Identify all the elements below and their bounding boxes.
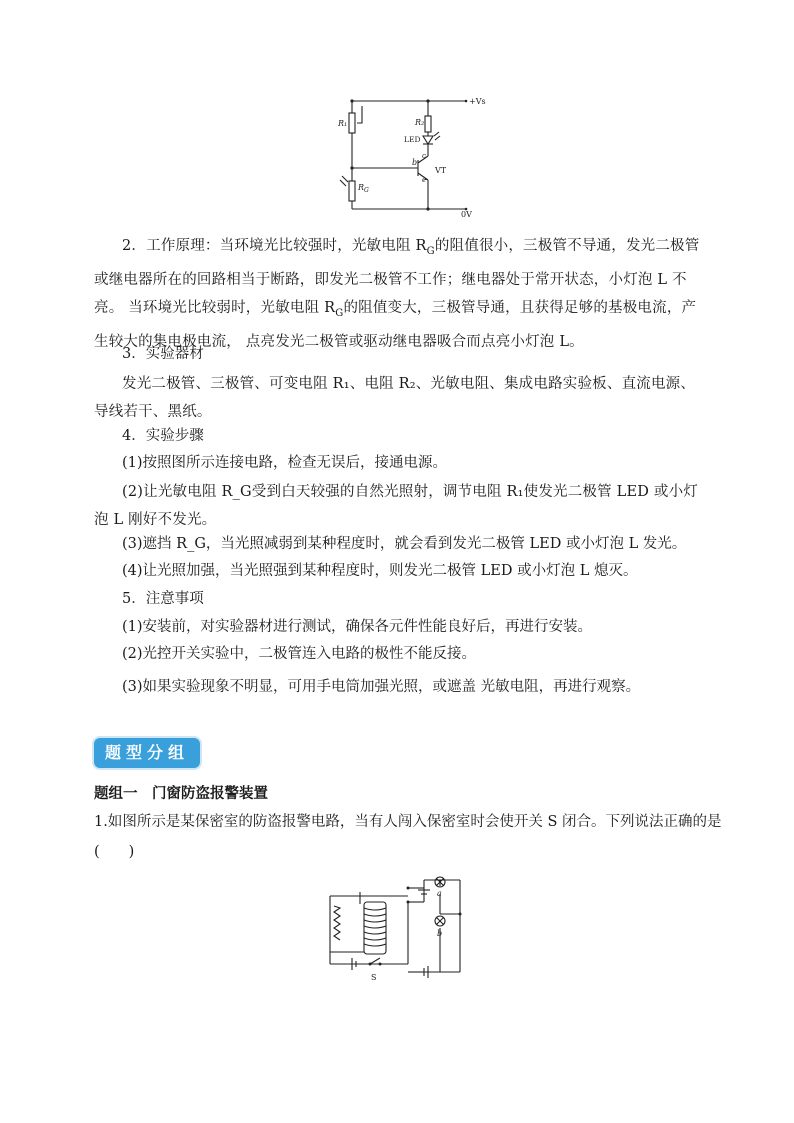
principle-subscript-1: G bbox=[426, 245, 435, 257]
r2-label: R₂ bbox=[415, 118, 425, 127]
principle-text-part2: 的阻值很小，三极管不导通，发光二极管或继电器所在的回路相当于断路，即发光二极管不工作；继电器处于常开状态，小灯泡 L 不亮。 当环境光比较弱时，光敏电阻 R bbox=[94, 238, 700, 316]
r1-label: R₁ bbox=[338, 119, 348, 128]
step-1: (1)按照图所示连接电路，检查无误后，接通电源。 bbox=[122, 455, 448, 471]
switch-s-label: S bbox=[371, 973, 377, 982]
b-label: b bbox=[412, 158, 418, 167]
led-label: LED bbox=[404, 135, 421, 144]
note-1: (1)安装前，对实验器材进行测试，确保各元件性能良好后，再进行安装。 bbox=[122, 619, 593, 635]
step-2 bbox=[94, 478, 706, 534]
working-principle-paragraph bbox=[94, 232, 706, 356]
principle-subscript-2: G bbox=[335, 307, 344, 319]
e-label: e bbox=[422, 176, 427, 184]
equipment-text: 发光二极管、三极管、可变电阻 R₁、电阻 R₂、光敏电阻、集成电路实验板、直流电源、导线若干、黑纸。 bbox=[94, 376, 696, 420]
alarm-circuit-diagram bbox=[324, 872, 464, 988]
lamp-b-label: b bbox=[437, 929, 443, 938]
group1-title: 题组一 门窗防盗报警装置 bbox=[94, 786, 268, 802]
ov-label: 0V bbox=[461, 210, 472, 219]
vs-label: +Vs bbox=[469, 97, 486, 106]
question-1-stem: 1.如图所示是某保密室的防盗报警电路，当有人闯入保密室时会使开关 S 闭合。下列说法正确的是 bbox=[94, 814, 722, 830]
question-1-answer-blank: ( ) bbox=[94, 844, 135, 860]
light-control-circuit-diagram bbox=[330, 92, 500, 222]
question-group-badge: 题型分组 bbox=[94, 738, 200, 768]
step-3: (3)遮挡 R_G，当光照减弱到某种程度时，就会看到发光二极管 LED 或小灯泡 L 发光。 bbox=[122, 536, 687, 552]
section5-title: 5．注意事项 bbox=[122, 591, 204, 607]
note-3: (3)如果实验现象不明显，可用手电筒加强光照，或遮盖 光敏电阻，再进行观察。 bbox=[122, 679, 641, 695]
note-2: (2)光控开关实验中，二极管连入电路的极性不能反接。 bbox=[122, 646, 477, 662]
lamp-a-label: a bbox=[437, 889, 442, 898]
section3-body bbox=[94, 370, 706, 426]
step-4: (4)让光照加强，当光照强到某种程度时，则发光二极管 LED 或小灯泡 L 熄灭。 bbox=[122, 563, 638, 579]
section4-title: 4．实验步骤 bbox=[122, 428, 204, 444]
c-label: c bbox=[422, 152, 426, 160]
section3-title: 3．实验器材 bbox=[122, 346, 204, 362]
principle-text-part3: 的阻值变大，三极管导通，且获得足够的基极电流，产生较大的集电极电流， 点亮发光二极管或驱动继电器吸合而点亮小灯泡 L。 bbox=[94, 299, 697, 350]
principle-text-part1: 2．工作原理：当环境光比较强时，光敏电阻 R bbox=[122, 238, 427, 254]
step-2-text: (2)让光敏电阻 R_G受到白天较强的自然光照射，调节电阻 R₁使发光二极管 LED 或小灯泡 L 刚好不发光。 bbox=[94, 484, 698, 528]
vt-label: VT bbox=[435, 166, 447, 175]
rg-label: $R_G$ bbox=[358, 183, 369, 194]
